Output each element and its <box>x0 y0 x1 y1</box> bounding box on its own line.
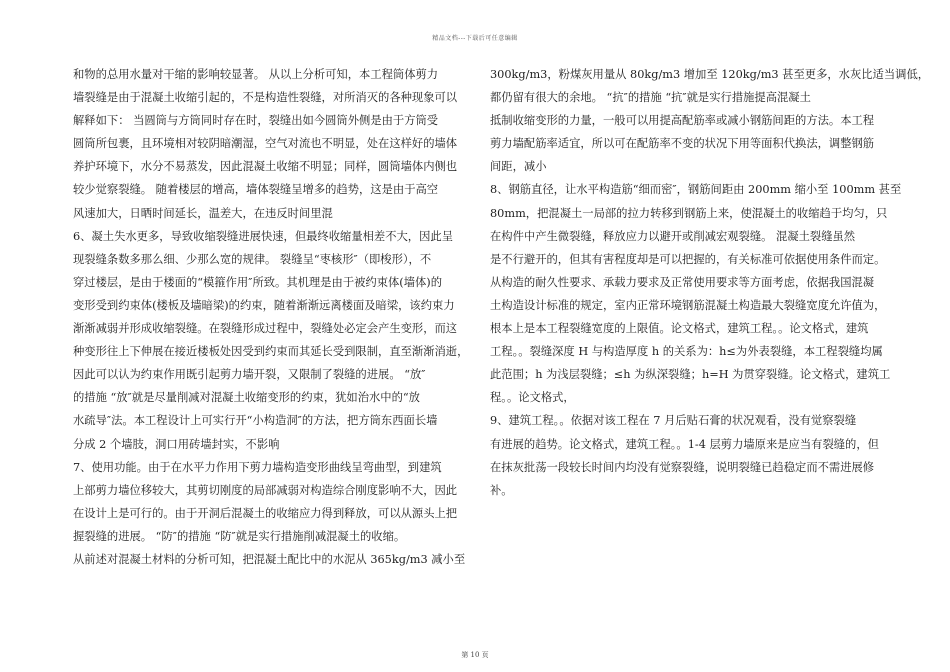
text-line: 土构造设计标准的规定，室内正常环境钢筋混凝土构造最大裂缝宽度允许值为， <box>490 298 886 312</box>
text-line: 变形受到约束体(楼板及墙暗梁)的约束，随着渐渐远离楼面及暗梁，该约束力 <box>73 298 455 312</box>
text-line: 都仍留有很大的余地。 “抗″的措施 “抗″就是实行措施提高混凝土 <box>490 91 811 105</box>
text-line: 300kg/m3，粉煤灰用量从 80kg/m3 增加至 120kg/m3 甚至更多，水灰比适当调低， <box>490 68 930 81</box>
text-line: 从前述对混凝土材料的分析可知，把混凝土配比中的水泥从 365kg/m3 减小至 <box>73 552 466 566</box>
text-line: 是不行避开的，但其有害程度却是可以把握的，有关标准可依据使用条件而定。 <box>490 252 886 266</box>
text-line: 墙裂缝是由于混凝土收缩引起的，不是构造性裂缝，对所消灭的各种现象可以 <box>73 91 458 105</box>
text-line: 较少觉察裂缝。 随着楼层的增高，墙体裂缝呈增多的趋势，这是由于高空 <box>73 183 439 197</box>
text-line: 从构造的耐久性要求、承载力要求及正常使用要求等方面考虑，依据我国混凝 <box>490 275 875 289</box>
right-column <box>490 63 930 502</box>
left-column <box>73 63 469 571</box>
text-line: 水疏导″法。本工程设计上可实行开“小构造洞″的方法，把方筒东西面长墙 <box>73 414 438 428</box>
text-line: 握裂缝的进展。 “防″的措施 “防″就是实行措施削减混凝土的收缩。 <box>73 529 406 543</box>
text-line: 7、使用功能。由于在水平力作用下剪力墙构造变形曲线呈弯曲型，到建筑 <box>73 460 442 474</box>
text-line: 此范围；h 为浅层裂缝；≤h 为纵深裂缝；h=H 为贯穿裂缝。论文格式，建筑工 <box>490 368 891 382</box>
text-line: 在构件中产生微裂缝，释放应力以避开或削减宏观裂缝。 混凝土裂缝虽然 <box>490 229 856 243</box>
page-header: 精品文档---下载后可任意编辑 <box>432 35 518 42</box>
text-line: 在设计上是可行的。由于开洞后混凝土的收缩应力得到释放，可以从源头上把 <box>73 506 458 520</box>
text-line: 因此可以认为约束作用既引起剪力墙开裂，又限制了裂缝的进展。 “放″ <box>73 368 426 382</box>
text-line: 渐渐减弱并形成收缩裂缝。在裂缝形成过程中，裂缝处必定会产生变形，而这 <box>73 322 458 336</box>
text-line: 工程。。裂缝深度 H 与构造厚度 h 的关系为：h≤为外表裂缝，本工程裂缝均属 <box>490 345 883 359</box>
text-line: 程。。论文格式， <box>490 391 575 405</box>
text-line: 现裂缝条数多那么细、少那么宽的规律。 裂缝呈“枣核形″（即梭形），不 <box>73 252 432 266</box>
text-line: 穿过楼层，是由于楼面的“模箍作用″所致。其机理是由于被约束体(墙体)的 <box>73 275 443 289</box>
text-line: 上部剪力墙位移较大，其剪切刚度的局部减弱对构造综合刚度影响不大，因此 <box>73 483 458 497</box>
text-line: 补。 <box>490 483 513 497</box>
text-line: 风速加大，日晒时间延长，温差大，在违反时间里混 <box>73 206 333 220</box>
text-line: 80mm，把混凝土一局部的拉力转移到钢筋上来，使混凝土的收缩趋于均匀，只 <box>490 206 888 220</box>
text-line: 剪力墙配筋率适宜，所以可在配筋率不变的状况下用等面积代换法，调整钢筋 <box>490 137 875 151</box>
text-line: 和物的总用水量对干缩的影响较显著。 从以上分析可知，本工程筒体剪力 <box>73 68 439 81</box>
text-line: 分成 2 个墙肢，洞口用砖墙封实，不影响 <box>73 437 280 451</box>
text-line: 养护环境下，水分不易蒸发，因此混凝土收缩不明显；同样，圆筒墙体内侧也 <box>73 160 458 174</box>
text-line: 圆筒所包裹，且环境相对较阴暗潮湿，空气对流也不明显，处在这样好的墙体 <box>73 137 458 151</box>
text-line: 根本上是本工程裂缝宽度的上限值。论文格式，建筑工程。。论文格式，建筑 <box>490 322 869 336</box>
page-number: 第 10 页 <box>461 651 489 659</box>
text-line: 在抹灰批荡一段较长时间内均没有觉察裂缝，说明裂缝已趋稳定而不需进展修 <box>490 460 875 474</box>
text-line: 间距，减小 <box>490 160 547 174</box>
text-line: 解释如下： 当圆筒与方筒同时存在时，裂缝出如今圆筒外侧是由于方筒受 <box>73 114 439 128</box>
text-line: 6、凝土失水更多，导致收缩裂缝进展快速，但最终收缩量相差不大，因此呈 <box>73 229 453 243</box>
text-line: 9、建筑工程。。依据对该工程在 7 月后贴石膏的状况观看，没有觉察裂缝 <box>490 414 857 428</box>
text-line: 抵制收缩变形的力量，一般可以用提高配筋率或减小钢筋间距的方法。本工程 <box>490 114 875 128</box>
text-line: 有进展的趋势。论文格式，建筑工程。。1-4 层剪力墙原来是应当有裂缝的，但 <box>490 437 879 451</box>
text-line: 种变形往上下伸展在接近楼板处因受到约束而其延长受到限制，直至渐渐消逝， <box>73 345 469 359</box>
text-line: 8、钢筋直径，让水平构造筋“细而密″，钢筋间距由 200mm 缩小至 100mm 甚至 <box>490 183 902 197</box>
text-line: 的措施 “放″就是尽量削减对混凝土收缩变形的约束，犹如治水中的“放 <box>73 391 420 405</box>
